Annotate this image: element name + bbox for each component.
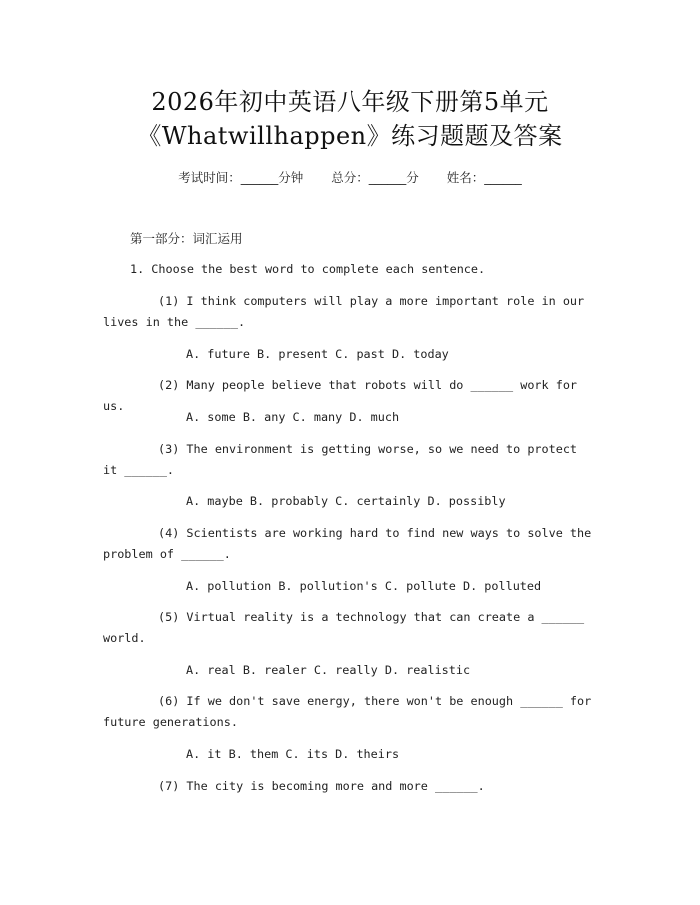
- question-item-5-options: A. real B. realer C. really D. realistic: [186, 663, 471, 677]
- question-item-6-stem: (6) If we don't save energy, there won't be enough ______ for future generations.: [103, 694, 592, 729]
- question-item-4-options: A. pollution B. pollution's C. pollute D. polluted: [186, 579, 542, 593]
- total-score-field: 总分：______分: [331, 170, 419, 185]
- question-item-2-stem: (2) Many people believe that robots will do ______ work for us.: [103, 378, 578, 413]
- question-item-5-stem: (5) Virtual reality is a technology that can create a ______ world.: [103, 610, 585, 645]
- question-item-2-options: A. some B. any C. many D. much: [186, 410, 400, 424]
- document-title-line-1: 2026年初中英语八年级下册第5单元: [151, 88, 549, 116]
- question-item-3-stem: (3) The environment is getting worse, so we need to protect it ______.: [103, 442, 578, 477]
- question-item-3-options: A. maybe B. probably C. certainly D. possibly: [186, 494, 506, 508]
- student-name-field: 姓名：______: [446, 170, 522, 185]
- question-item-7-stem: (7) The city is becoming more and more ______.: [158, 779, 485, 793]
- question-item-4-stem: (4) Scientists are working hard to find new ways to solve the problem of ______.: [103, 526, 592, 561]
- question-item-6-options: A. it B. them C. its D. theirs: [186, 747, 400, 761]
- document-title-line-2: 《Whatwillhappen》练习题题及答案: [137, 122, 563, 150]
- question-item-1-options: A. future B. present C. past D. today: [186, 347, 449, 361]
- question-1-instruction: 1. Choose the best word to complete each sentence.: [130, 262, 486, 276]
- section-heading: 第一部分：词汇运用: [130, 231, 243, 246]
- exam-meta-line: [0, 170, 700, 186]
- exam-time-field: 考试时间：______分钟: [178, 170, 304, 185]
- question-item-1-stem: (1) I think computers will play a more important role in our lives in the ______.: [103, 294, 585, 329]
